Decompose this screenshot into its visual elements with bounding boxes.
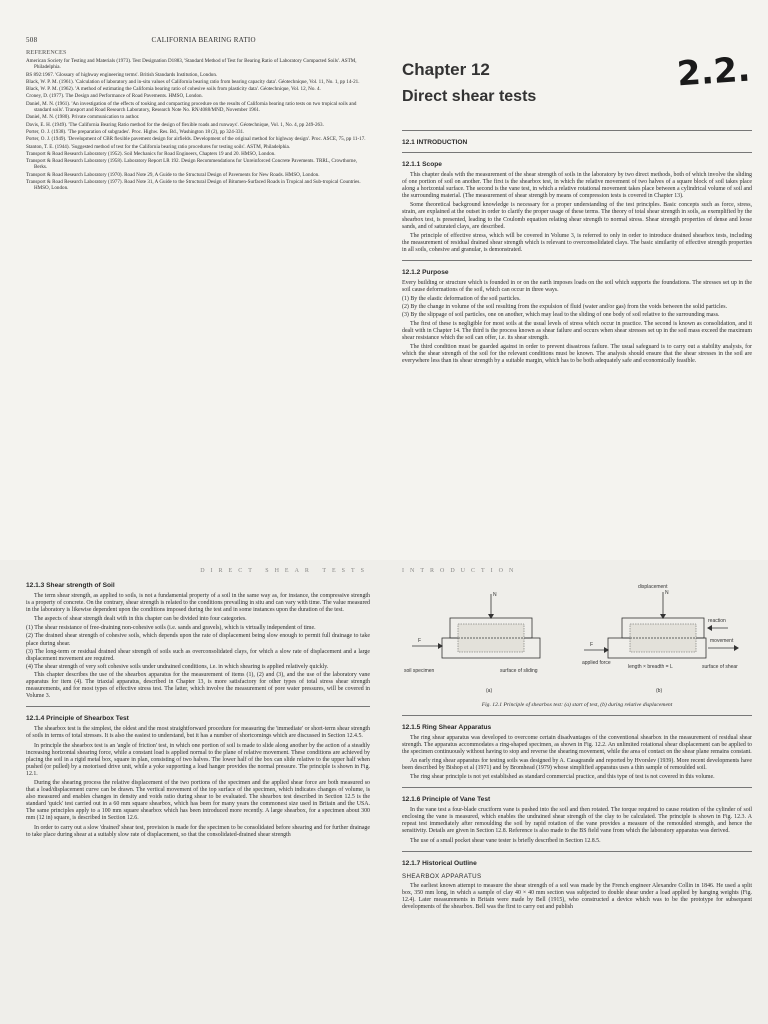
panel-a (404, 592, 540, 694)
paragraph: In principle the shearbox test is an 'angle of friction' test, in which one portion of soil is made to slide along another by the action of a steadily increasing horizontal shearing force, while a constant load is applied normal to the plane of relative movement. These conditions are achieved by placing the soil in a rigid metal box, square in plan, consisting of two halves. The lower half of the box can slide relative to the upper half when pushed (or pulled) by a motorised drive unit, while a yoke supporting a load hanger provides the normal pressure. The principle is shown in Fig. 12.1. (26, 742, 370, 777)
chapter-number: Chapter 12 (402, 60, 490, 79)
reference-entry: Daniel, M. N. (1961). 'An investigation of the effects of tooking and compacting procedure on the results of California bearing ratio tests on two tropical soils and standard soils'. Transport and Road Research Laboratory, Research Note No. RN/4088/MND, November 1961. (26, 100, 357, 114)
divider (402, 851, 752, 852)
section-heading: 12.1.6 Principle of Vane Test (402, 796, 491, 804)
reference-entry: Black, W. P. M. (1962). 'A method of estimating the California bearing ratio of cohesive soils from plasticity data'. Géotechnique, Vol. 12, No. 4. (26, 86, 321, 93)
panel-b-label: (b) (656, 688, 663, 694)
reference-entry: Transport & Road Research Laboratory (1952). Soil Mechanics for Road Engineers, Chapters 19 and 20. HMSO, London. (26, 150, 276, 157)
reference-entry: Transport & Road Research Laboratory (1977). Road Note 31, A Guide to the Structural Design of Bitumen-Surfaced Roads in Tropical and Sub-tropical Countries. HMSO, London. (26, 179, 361, 192)
paragraph: The shearbox test is the simplest, the oldest and the most straightforward procedure for measuring the 'immediate' or short-term shear strength of soils in terms of total stresses. It is also the easiest to understand, but it has a number of shortcomings which are discussed in Section 12.4.5. (26, 726, 370, 740)
paragraph: This chapter deals with the measurement of the shear strength of soils in the laboratory by two direct methods, both of which involve the sliding of one portion of soil on another. The first is the shearbox test, in which the relative movement of two halves of a square block of soil takes place along a horizontal surface. The second is the vane test, in which a relative rotational movement takes place between a cylindrical volume of soil and the surrounding material. (The measurement of shear strength by means of compression tests is covered in Chapter 13). (402, 172, 752, 200)
vane-body (402, 807, 752, 844)
section-heading: 12.1.2 Purpose (402, 269, 449, 277)
paragraph: The principle of effective stress, which will be covered in Volume 3, is referred to only in order to introduce drained shearbox tests, including the measurement of residual drained shear strength which is relevant to overconsolidated clays. The basic similarity of effective strength properties in all soils, cohesive and granular, is demonstrated. (402, 232, 752, 253)
reaction-label: reaction (708, 618, 726, 624)
normal-load-label-b: N (665, 590, 669, 596)
scope-body (402, 172, 752, 254)
paragraph: The aspects of shear strength dealt with in this chapter can be divided into four categories. (34, 616, 247, 623)
paragraph: This chapter describes the use of the shearbox apparatus for the measurement of items (1), (2) and (3), and the use of the laboratory vane apparatus for item (4). The triaxial apparatus, described in Chapter 13, is more satisfactory for other types of total stress shear strength measurements, and for most types of effective stress test. The latter, which involve the measurement of pore water pressures, will be covered in Volume 3. (26, 671, 370, 700)
divider (402, 715, 752, 716)
paragraph: The third condition must be guarded against in order to prevent disastrous failure. The usual safeguard is to carry out a stability analysis, for which the shear strength of the soil for the relevant conditions must be known. The analysis should ensure that the shear stresses in the soil are everywhere less than its shear strength by a suitable margin, which has to be both adequately safe and economically feasible. (402, 343, 752, 364)
applied-force-label: applied force (582, 660, 611, 666)
section-heading: 12.1.4 Principle of Shearbox Test (26, 715, 129, 723)
section-heading: 12.1.7 Historical Outline (402, 859, 477, 867)
purpose-body (402, 321, 752, 366)
list-item: (4) The shear strength of very soft cohesive soils under undrained conditions, i.e. in which shearing is applied relatively quickly. (26, 663, 329, 670)
shear-force-label: F (418, 638, 422, 644)
paragraph: The term shear strength, as applied to soils, is not a fundamental property of a soil in the same way as, for instance, the compressive strength is a property of concrete. On the contrary, shear strength is related to the conditions prevailing in situ and can vary with time. The value measured in the laboratory is likewise dependent upon the conditions imposed during the test and in some instances upon the duration of the test. (26, 593, 370, 614)
running-title: CALIFORNIA BEARING RATIO (151, 36, 256, 44)
paragraph: Some theoretical background knowledge is necessary for a proper understanding of the test principles. Basic concepts such as force, stress, strain, are explained at the outset in order to clarify the proper usage of these terms. The theory of total shear strength in soils, as exemplified by the shearbox test, is presented, leading to the Coulomb equation relating shear strength to normal stress. Shear strength properties of dense and loose sands, and of saturated clays, are described. (402, 202, 752, 230)
reference-entry: Davis, E. H. (1949). 'The California Bearing Ratio method for the design of flexible roads and runways'. Géotechnique, Vol. 1, No. 4, pp 249-263. (26, 121, 324, 128)
list-item: (2) The drained shear strength of cohesive soils, which depends upon the rate of displacement being slow enough to permit full drainage to take place during shear. (26, 633, 370, 647)
chapter-title: Direct shear tests (402, 88, 537, 105)
divider (402, 260, 752, 261)
surface-of-shear-label: surface of shear (702, 664, 738, 670)
running-header: INTRODUCTION (402, 568, 520, 574)
list-item: (1) By the elastic deformation of the soil particles. (402, 296, 521, 303)
paragraph: In the vane test a four-blade cruciform vane is pushed into the soil and then rotated. The torque required to cause rotation of the cylinder of soil enclosing the vane is measured, which enables the undrained shear strength of the clay to be calculated. The principle is shown in Fig. 12.3. A repeat test immediately after remoulding the soil by rapid rotation of the vane provides a measure of the remoulded strength, and hence the sensitivity. Details are given in Section 12.8. Reference is also made to the BS field vane from which the laboratory apparatus was derived. (402, 807, 752, 835)
references-list (26, 58, 370, 192)
list-item: (3) The long-term or residual drained shear strength of soils such as overconsolidated clays, for which a slow rate of displacement and a large displacement movement are required. (26, 648, 370, 662)
paragraph: The ring shear apparatus was developed to overcome certain disadvantages of the conventional shearbox in the measurement of residual shear strength. The apparatus accommodates a ring-shaped specimen, as shown in Fig. 12.2. An unlimited rotational shear displacement can be applied to the specimen continuously without having to stop and reverse the shearing movement, while the area of contact on the shear plane remains constant. (402, 734, 752, 755)
page-bottom-left (0, 560, 384, 1024)
figure-shearbox-principle (402, 580, 752, 698)
section-heading: 12.1.3 Shear strength of Soil (26, 582, 115, 589)
list-item: (1) The shear resistance of free-draining non-cohesive soils (i.e. sands and gravels), which is virtually independent of time. (26, 625, 316, 632)
paragraph: In order to carry out a slow 'drained' shear test, provision is made for the specimen to be consolidated before shearing and for further drainage to take place during shear at a suitably slow rate of displacement, so that the consolidated-drained shear strength (26, 824, 370, 838)
panel-a-label: (a) (486, 688, 493, 694)
panel-b (582, 584, 739, 694)
shear-force-label-b: F (590, 642, 594, 648)
page-bottom-right (384, 560, 768, 1024)
section-heading: 12.1.5 Ring Shear Apparatus (402, 723, 492, 731)
running-header: DIRECT SHEAR TESTS (200, 568, 370, 574)
page-top-left (0, 0, 384, 560)
categories-list (26, 625, 370, 671)
reference-entry: Porter, O. J. (1938). 'The preparation of subgrades'. Proc. Highw. Res. Bd., Washington 18 (2), pp 324-331. (26, 128, 245, 135)
ring-shear-body (402, 735, 752, 782)
paragraph: An early ring shear apparatus for testing soils was designed by A. Casagrande and reported by Hvorslev (1939). More recent developments have been described by Bishop et al (1971) and by Bromhead (1979) whose simplified apparatus uses a thin sample of remoulded soil. (402, 757, 752, 771)
paragraph: Every building or structure which is founded in or on the earth imposes loads on the soil which supports the foundations. The stresses set up in the soil cause deformations of the soil, which can occur in three ways. (402, 280, 752, 294)
divider (402, 787, 752, 788)
paragraph: The use of a small pocket shear vane tester is briefly described in Section 12.8.5. (410, 837, 601, 844)
page-number: 508 (26, 36, 38, 44)
reference-entry: Transport & Road Research Laboratory (1970). Road Note 29, A Guide to the Structural Design of Pavements for New Roads. HMSO, London. (26, 171, 320, 178)
handwritten-note: 2.2. (675, 49, 752, 95)
shearbox-body (26, 726, 370, 838)
reference-entry: Stanton, T. E. (1944). 'Suggested method of test for the California bearing ratio procedures for testing soils'. ASTM, Philadelphia. (26, 143, 291, 150)
length-breadth-label: length × breadth = L (628, 664, 673, 670)
divider (26, 706, 370, 707)
page-top-right (384, 0, 768, 560)
reference-entry: Croney, D. (1977). The Design and Performance of Road Pavements. HMSO, London. (26, 93, 203, 100)
divider (402, 130, 752, 131)
movement-label: movement (710, 638, 734, 644)
subheading: SHEARBOX APPARATUS (402, 872, 482, 880)
paragraph: The first of these is negligible for most soils at the usual levels of stress which occur in practice. The second is known as consolidation, and it dealt with in Chapter 14. The third is the process known as shear failure and occurs when shear stresses set up in the soil mass exceed the maximum shear resistance which the soil can offer, i.e. its shear strength. (402, 320, 752, 341)
shearbox-diagram (402, 580, 752, 698)
purpose-list (402, 296, 752, 319)
surface-of-sliding-label: surface of sliding (500, 668, 538, 674)
running-header (26, 36, 370, 44)
history-body (402, 883, 752, 911)
list-item: (2) By the change in volume of the soil resulting from the expulsion of fluid (water and/or gas) from the voids between the solid particles. (402, 304, 728, 311)
figure-caption: Fig. 12.1 Principle of shearbox test: (a) start of test, (b) during relative displacement (481, 702, 673, 708)
normal-load-label: N (493, 592, 497, 598)
divider (402, 152, 752, 153)
paragraph: The earliest known attempt to measure the shear strength of a soil was made by the French engineer Alexandre Collin in 1846. He used a split box, 350 mm long, in which a sample of clay 40 × 40 mm section was subjected to double shear under a load applied by hanging weights (Fig. 12.4). Later measurements in Britain were made by Bell (1915), who constructed a device which was to be the prototype for subsequent developments of the shearbox. Bell was the first to carry out and publish (402, 882, 752, 910)
shear-strength-body (26, 593, 370, 623)
section-heading: 12.1 INTRODUCTION (402, 139, 468, 146)
paragraph: During the shearing process the relative displacement of the two portions of the specimen and the applied shear force are both measured so that a load/displacement curve can be drawn. The vertical movement of the top surface of the specimen, which indicates changes of volume, is also measured and enables changes in density and voids ratio during shear to be evaluated. The shearbox test described in Section 12.5 is the standard 'quick' test carried out in a 60 mm square shearbox, which has been for many years the commonest size used in Britain and the USA. The same principles apply to a 100 mm square shearbox which has been introduced more recently. A large shearbox, for a specimen about 300 mm (12 in) square, is described in Section 12.6. (26, 779, 370, 822)
reference-entry: Black, W. P. M. (1961). 'Calculation of laboratory and in-situ values of California bearing ratio from bearing capacity data'. Géotechnique, Vol. 11, No. 1, pp 14-21. (26, 78, 360, 85)
reference-entry: Transport & Road Research Laboratory (1958). Laboratory Report LR 192. Design Recommendations for Unreinforced Concrete Pavements. TRRL, Crowthorne, Berks. (26, 158, 358, 171)
reference-entry: Daniel, M. N. (1980). Private communication to author. (26, 114, 140, 121)
reference-entry: American Society for Testing and Materials (1973). Test Designation D1883, 'Standard Method of Test for Bearing Ratio of Laboratory Compacted Soils'. ASTM, Philadelphia. (26, 58, 357, 71)
soil-specimen-label: soil specimen (404, 668, 435, 674)
displacement-label: displacement (638, 584, 668, 590)
paragraph: The ring shear principle is not yet established as standard commercial practice, and this type of test is not covered in this volume. (410, 774, 715, 781)
references-heading: REFERENCES (26, 50, 67, 56)
reference-entry: Porter, O. J. (1949). 'Development of CBR flexible pavement design for airfields. Development of the original method for highway design'. Proc. ASCE, 75, pp 11-17. (26, 136, 366, 143)
section-heading: 12.1.1 Scope (402, 161, 442, 168)
list-item: (3) By the slippage of soil particles, one on another, which may lead to the sliding of one body of soil relative to the surrounding mass. (402, 312, 720, 319)
reference-entry: BS 892:1967. 'Glossary of highway engineering terms'. British Standards Institution, London. (26, 71, 218, 78)
